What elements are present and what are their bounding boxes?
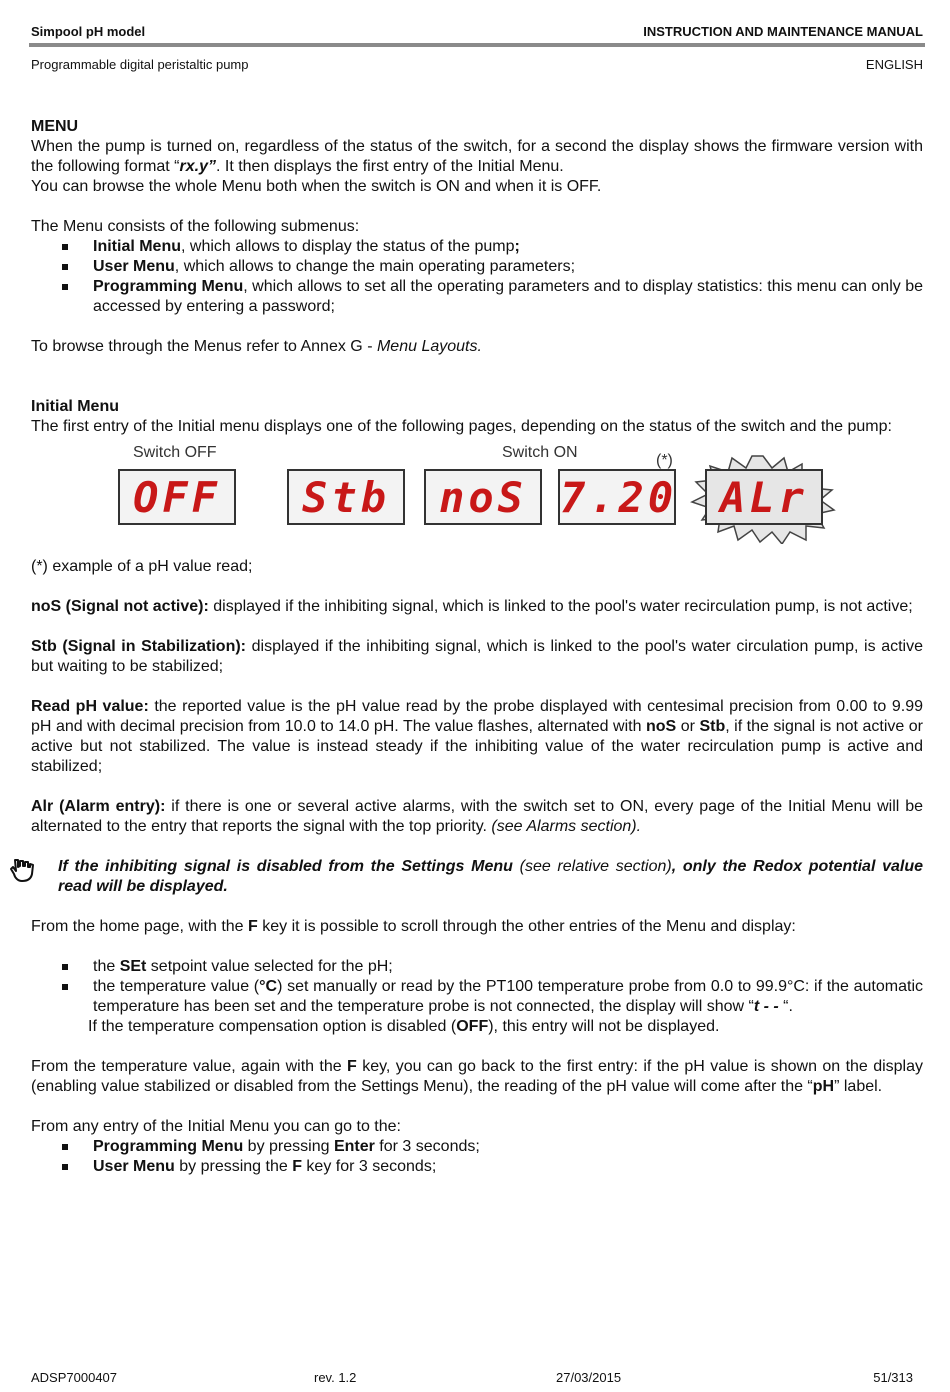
label-switch-off: Switch OFF	[133, 444, 217, 461]
browse-reference: To browse through the Menus refer to Annex G - Menu Layouts.	[31, 338, 482, 355]
display-off: OFF	[118, 469, 236, 525]
list-item: the temperature value (°C) set manually or read by the PT100 temperature probe from 0.0 to 99.9°C: if the automatic temperature has been set and the temperature probe is not connected, the display will show “t - - “.	[31, 977, 923, 1017]
list-item: Initial Menu, which allows to display the status of the pump;	[31, 237, 923, 257]
header-rule	[29, 43, 925, 47]
stb-description: Stb (Signal in Stabilization): displayed if the inhibiting signal, which is linked to the pool's water circulation pump, is active but waiting to be stabilized;	[31, 638, 923, 675]
menu-paragraph-2: You can browse the whole Menu both when the switch is ON and when it is OFF.	[31, 178, 602, 195]
compensation-note: If the temperature compensation option is disabled (OFF), this entry will not be displayed.	[88, 1018, 720, 1035]
alr-description: Alr (Alarm entry): if there is one or several active alarms, with the switch set to ON, every page of the Initial Menu will be alternated to the entry that reports the signal with the top priority. (see Alarms section).	[31, 798, 924, 835]
note-text: If the inhibiting signal is disabled from the Settings Menu (see relative section), only the Redox potential value read will be displayed.	[58, 858, 924, 895]
header-manual-title: INSTRUCTION AND MAINTENANCE MANUAL	[643, 24, 923, 39]
list-item: Programming Menu, which allows to set all the operating parameters and to display statistics: this menu can only be accessed by entering a password;	[31, 277, 923, 317]
any-entry-paragraph: From any entry of the Initial Menu you can go to the:	[31, 1118, 401, 1135]
display-nos: noS	[424, 469, 542, 525]
pointing-hand-icon	[9, 857, 35, 883]
initial-intro: The first entry of the Initial menu displays one of the following pages, depending on the status of the switch and the pump:	[31, 418, 892, 435]
header-language: ENGLISH	[865, 57, 923, 72]
page-content	[31, 117, 923, 1177]
header-product: Simpool pH model	[31, 24, 146, 39]
list-item: Programming Menu by pressing Enter for 3 seconds;	[31, 1137, 923, 1157]
list-item: the SEt setpoint value selected for the pH;	[31, 957, 923, 977]
nos-description: noS (Signal not active): displayed if the inhibiting signal, which is linked to the pool's water recirculation pump, is not active;	[31, 598, 913, 615]
note-block	[31, 857, 923, 897]
list-item: User Menu, which allows to change the main operating parameters;	[31, 257, 923, 277]
label-example-mark: (*)	[656, 452, 673, 469]
submenu-list	[31, 237, 923, 317]
list-item: User Menu by pressing the F key for 3 seconds;	[31, 1157, 923, 1177]
footer-date: 27/03/2015	[556, 1370, 622, 1385]
display-stb: Stb	[287, 469, 405, 525]
section-title-initial-menu: Initial Menu	[31, 398, 119, 415]
label-switch-on: Switch ON	[502, 444, 578, 461]
header-subtitle: Programmable digital peristaltic pump	[31, 57, 249, 72]
footer-revision: rev. 1.2	[314, 1370, 357, 1385]
figure-footnote: (*) example of a pH value read;	[31, 558, 253, 575]
display-ph-value: 7.20	[558, 469, 676, 525]
menu-paragraph-1: When the pump is turned on, regardless of the status of the switch, for a second the display shows the firmware version with the following format “rx.y”. It then displays the first entry of the Initial Menu.	[31, 138, 923, 175]
display-entries-list	[31, 957, 923, 1017]
footer-doc-code: ADSP7000407	[31, 1370, 118, 1385]
back-paragraph: From the temperature value, again with the F key, you can go back to the first entry: if the pH value is shown on the display (enabling value stabilized or disabled from the Settings Menu), the reading of the pH value will come after the “pH” label.	[31, 1058, 923, 1095]
display-states-figure	[115, 437, 845, 557]
goto-list	[31, 1137, 923, 1177]
read-ph-description: Read pH value: the reported value is the pH value read by the probe displayed with centesimal precision from 0.00 to 9.99 pH and with decimal precision from 10.0 to 14.0 pH. The value flashes, alternated with noS or Stb, if the signal is not active or active but not stabilized. The value is instead steady if the inhibiting value of the water recirculation pump is active and stabilized;	[31, 698, 923, 775]
section-title-menu: MENU	[31, 118, 79, 135]
page-header	[31, 24, 923, 42]
menu-paragraph-3: The Menu consists of the following submenus:	[31, 218, 360, 235]
footer-page-number: 51/313	[873, 1370, 913, 1385]
display-alarm: ALr	[705, 469, 823, 525]
home-paragraph: From the home page, with the F key it is possible to scroll through the other entries of the Menu and display:	[31, 918, 796, 935]
